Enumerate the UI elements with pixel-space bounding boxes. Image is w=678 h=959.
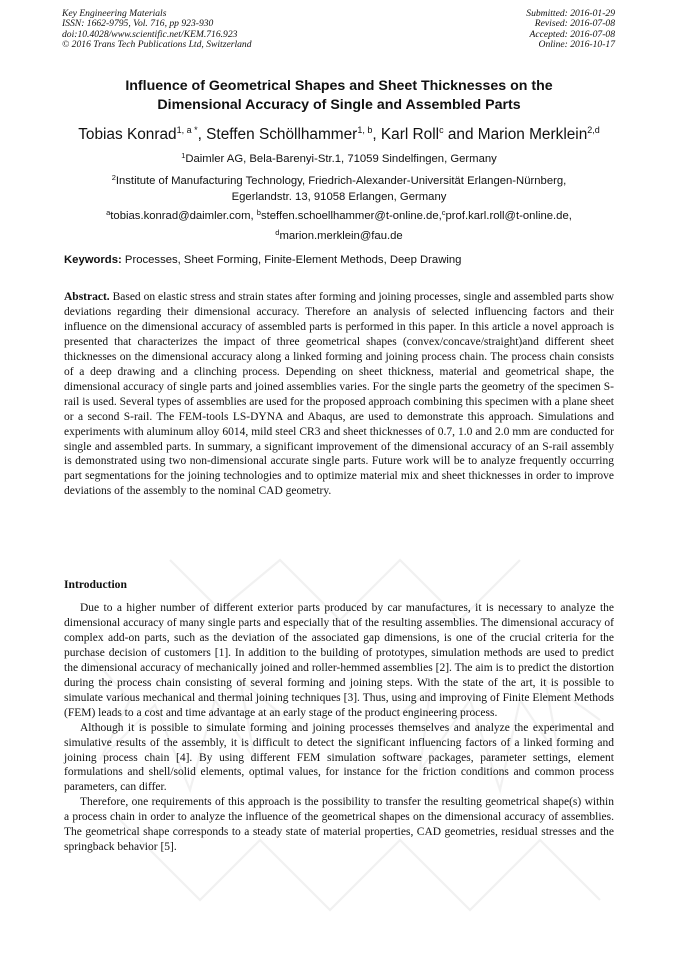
- paragraph: Although it is possible to simulate forming and joining processes themselves and analyze the experimental and simulative results of the assembly, it is difficult to detect the significant influencing factors of a linked forming and joining process chain [4]. By using different FEM simulation software packages, parameter settings, element formulations and shell/solid elements, optimal values, for instance for the friction conditions and common process parameters, can differ.: [64, 721, 614, 794]
- author-separator: ,: [197, 126, 207, 143]
- author-name: Steffen Schöllhammer: [206, 126, 358, 143]
- author-separator: ,: [372, 126, 381, 143]
- keywords-label: Keywords:: [64, 254, 122, 266]
- affiliation-superscript: 1: [181, 151, 186, 160]
- author-list: [30, 119, 648, 146]
- email-superscript: c: [441, 208, 446, 217]
- affiliation-1: [40, 148, 638, 168]
- author-superscript: 1, b: [357, 125, 373, 135]
- author-superscript: 2,d: [587, 125, 600, 135]
- email-link[interactable]: prof.karl.roll@t-online.de,: [445, 210, 572, 222]
- title-line-1: Influence of Geometrical Shapes and Sheet Thicknesses on the: [125, 78, 553, 94]
- journal-info: [62, 9, 252, 51]
- submitted-date: Submitted: 2016-01-29: [526, 8, 615, 19]
- email-link[interactable]: tobias.konrad@daimler.com,: [110, 210, 257, 222]
- abstract-label: Abstract.: [64, 291, 110, 303]
- paper-title: [40, 77, 638, 115]
- affiliation-2: [40, 170, 638, 206]
- email-link[interactable]: marion.merklein@fau.de: [279, 229, 403, 242]
- introduction-body: [64, 601, 614, 855]
- author-superscript: c: [439, 125, 444, 135]
- affiliation-text: Institute of Manufacturing Technology, Friedrich-Alexander-Universität Erlangen-Nürnberg,: [115, 175, 567, 187]
- affiliation-superscript: 2: [111, 173, 116, 182]
- title-line-2: Dimensional Accuracy of Single and Assembled Parts: [157, 97, 521, 113]
- issn-line: ISSN: 1662-9795, Vol. 716, pp 923-930: [62, 18, 214, 30]
- email-superscript: a: [106, 208, 111, 217]
- affiliation-text: Egerlandstr. 13, 91058 Erlangen, Germany: [231, 190, 447, 203]
- accepted-date: Accepted: 2016-07-08: [529, 28, 615, 40]
- email-superscript: d: [275, 227, 280, 237]
- abstract-text: Based on elastic stress and strain states after forming and joining processes, single and assembled parts show deviations regarding their dimensional accuracy. Therefore an analysis of selected influencing factors and their influence on the dimensional accuracy of assembled parts is performed in this paper. In this article a novel approach is presented that characterizes the impact of three geometrical shapes (convex/concave/straight)and different sheet thicknesses on the dimensional accuracy along a linked forming and joining process chain. The process chain consists of a deep drawing and a clinching process. Depending on sheet thickness, material and geometrical shape, the dimensional accuracy of single parts and joined assemblies varies. For the single parts the geometry of the specimen S-rail is used. Several types of assemblies are used for the proposed approach combining this specimen with a plane sheet or a second S-rail. The FEM-tools LS-DYNA and Abaqus, are used to demonstrate this approach. Simulations and experiments with aluminum alloy 6014, mild steel CR3 and sheet thicknesses of 0.7, 1.0 and 2.0 mm are conducted for single and assembled parts. In summary, a significant improvement of the dimensional accuracy of an S-rail assembly is demonstrated using two non-dimensional accurate single parts. Future work will be to analyze frequently occurring part segmentations for the joining technologies and to optimize material mix and sheet thicknesses in order to improve deviations of the assembly to the nominal CAD geometry.: [64, 291, 614, 498]
- online-date: Online: 2016-10-17: [538, 39, 615, 51]
- affiliation-text: Daimler AG, Bela-Barenyi-Str.1, 71059 Sindelfingen, Germany: [185, 153, 497, 165]
- introduction-heading: Introduction: [64, 578, 127, 591]
- keywords-text: Processes, Sheet Forming, Finite-Element Methods, Deep Drawing: [121, 254, 462, 266]
- email-superscript: b: [256, 208, 261, 217]
- copyright-line: © 2016 Trans Tech Publications Ltd, Switzerland: [62, 39, 252, 51]
- author-separator: and: [443, 126, 478, 143]
- author-superscript: 1, a *: [176, 125, 198, 135]
- author-name: Karl Roll: [380, 126, 440, 143]
- email-link[interactable]: steffen.schoellhammer@t-online.de,: [260, 210, 442, 222]
- author-emails: [40, 205, 638, 245]
- journal-name: Key Engineering Materials: [62, 8, 167, 19]
- revised-date: Revised: 2016-07-08: [534, 18, 615, 30]
- abstract: [64, 290, 614, 499]
- author-name: Tobias Konrad: [78, 126, 177, 143]
- doi-line: doi:10.4028/www.scientific.net/KEM.716.923: [62, 28, 238, 40]
- paragraph: Due to a higher number of different exterior parts produced by car manufactures, it is necessary to analyze the dimensional accuracy of many single parts and especially that of the resulting assemblies. The dimensional accuracy of complex add-on parts, such as the deviation of the associated gap dimensions, is one of the crucial criteria for the purchase decision of customers [1]. In addition to the building of prototypes, simulation methods are used to predict the dimensional accuracy of mechanically joined and roller-hemmed assemblies [2]. The aim is to predict the distortion during the process chain consisting of several forming and joining steps. With the state of the art, it is possible to simulate various mechanical and thermal joining techniques [3]. Thus, using and improving of Finite Element Methods (FEM) leads to a cost and time advantage at an early stage of the product engineering process.: [64, 602, 614, 719]
- author-name: Marion Merklein: [477, 126, 588, 143]
- keywords-line: [64, 254, 624, 266]
- paragraph: Therefore, one requirements of this approach is the possibility to transfer the resulting geometrical shape(s) within a process chain in order to analyze the influence of the geometrical shapes on the dimensional accuracy of assemblies. The geometrical shape corresponds to a steady state of material properties, CAD geometries, residual stresses and the springback behavior [5].: [64, 796, 614, 854]
- publication-dates: [526, 9, 615, 51]
